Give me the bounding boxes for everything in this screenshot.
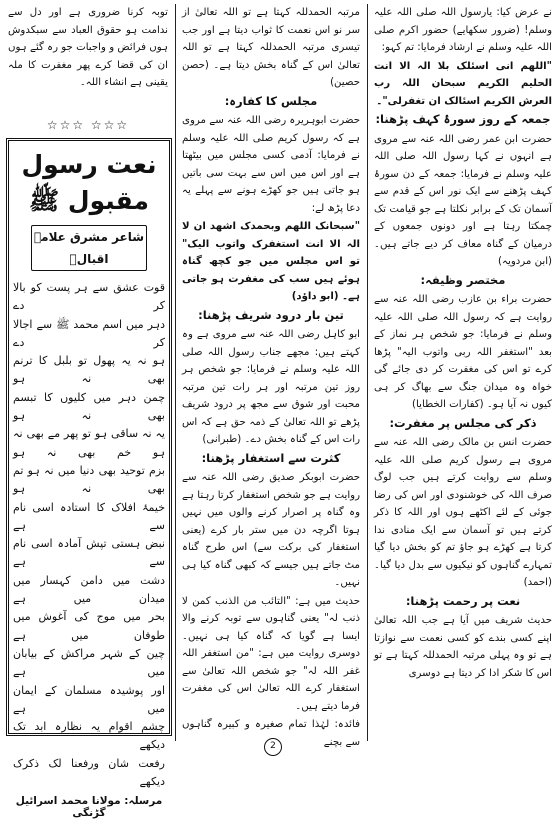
- verse-line: رفعت شان ورفعنا لک ذکرک دیکھے: [13, 756, 165, 789]
- verse-line: ہو نہ یہ پھول تو بلبل کا ترنم بھی نہ ہو: [13, 354, 165, 386]
- sender-credit: مرسلہ: مولانا محمد اسرائیل گڑنگی: [15, 795, 163, 819]
- paragraph: حضرت ابوبکر صدیق رضی اللہ عنہ سے روایت ہے جو شخص استغفار کرتا رہتا ہے وہ گناہ پر اصرار کرنے والوں میں نہیں ہوتا اگرچہ دن میں ستر بار کرے (یعنی استغفار کی برکت سے) اس طرح گناہ مٹ جاتے ہیں جیسے کہ کبھی گناہ کیا ہی نہیں۔: [182, 472, 360, 588]
- verse-list: [13, 279, 165, 791]
- section-heading: مختصر وظیفہ:: [420, 272, 506, 287]
- verse-line: اور پوشیدہ مسلمان کے ایمان میں ہے: [13, 683, 165, 715]
- verse-line: بزم توحید بھی دنیا میں نہ ہو تم بھی نہ ہو: [13, 463, 165, 496]
- verse-line: بحر میں موج کی آغوش میں طوفان میں ہے: [13, 610, 165, 642]
- verse-line: نبض ہستی تپش آمادہ اسی نام سے ہے: [13, 537, 165, 569]
- arabic-dua: "سبحانک اللھم وبحمدک اشھد ان لا الہ الا انت استغفرک واتوب الیک" تو اس مجلس میں جو کچھ گناہ ہوئے ہیں سب کی مغفرت ہو جاتی ہے۔ (ابو داؤد): [182, 221, 360, 302]
- paragraph: حضرت براء بن عازب رضی اللہ عنہ سے روایت ہے کہ رسول اللہ صلی اللہ علیہ وسلم نے فرمایا: جو شخص ہر نماز کے بعد "استغفر اللہ ربی واتوب الیہ" پڑھا کرے تو اس کی مغفرت کر دی جائے گی خواہ وہ میدان جنگ سے بھاگ کر ہی کیوں نہ آیا ہو۔ (کفارات الخطایا): [374, 294, 552, 410]
- verse-line: دہر میں اسم محمد ﷺ سے اجالا کر دے: [13, 317, 165, 349]
- section-heading: کثرت سے استغفار پڑھنا:: [201, 450, 341, 465]
- section-heading: مجلس کا کفارہ:: [224, 93, 318, 108]
- paragraph: ابو کاہل رضی اللہ عنہ سے مروی ہے وہ کہتے ہیں: مجھے جناب رسول اللہ صلی اللہ علیہ وسلم نے فرمایا: جو شخص ہر روز تین مرتبہ اور ہر رات تین مرتبہ محبت اور شوق سے مجھ پر درود شریف پڑھے تو اللہ تعالیٰ کے ذمہ حق ہے کہ اس رات اس کے گناہ بخش دے۔ (طبرانی): [182, 329, 360, 445]
- verse-line: قوت عشق سے ہر پست کو بالا کر دے: [13, 281, 165, 313]
- column-middle: [182, 4, 360, 748]
- column-divider: [367, 4, 368, 741]
- column-left-top: [8, 4, 168, 114]
- section-heading: ذکر کی مجلس پر مغفرت:: [389, 415, 537, 430]
- paragraph: حضرت انس بن مالک رضی اللہ عنہ سے مروی ہے رسول کریم صلی اللہ علیہ وسلم سے روایت کرتے ہیں جب لوگ صرف اللہ کی خوشنودی اور اس کی رضا جوئی کے لئے اکٹھے ہوں اور اللہ کا ذکر کرتے ہیں تو آسمان سے ایک منادی ندا کرتا ہے کھڑے ہو جاؤ تم کو بخش دیا گیا تمہارے گناہوں کو نیکیوں سے بدل دیا گیا۔ (احمد): [374, 437, 552, 588]
- section-heading: نعت پر رحمت پڑھنا:: [405, 593, 521, 608]
- verse-line: یہ نہ ساقی ہو تو پھر مے بھی نہ ہو خم بھی نہ ہو: [13, 427, 165, 459]
- column-right: [374, 4, 552, 742]
- page-number: 2: [264, 738, 282, 756]
- paragraph: مرتبہ الحمدللہ کہتا ہے تو اللہ تعالیٰ از سر نو اس نعمت کا ثواب دیتا ہے اور جب تیسری مرتبہ الحمدللہ کہتا ہے تو اللہ تعالیٰ اس کے گناہ بخش دیتا ہے۔ (حصن حصین): [182, 7, 360, 88]
- verse-line: چین کے شہر مراکش کے بیابان میں ہے: [13, 646, 165, 679]
- poet-label: شاعر مشرق علامہ اقبالؒ: [31, 225, 147, 271]
- section-heading: تین بار درود شریف پڑھنا:: [198, 307, 344, 322]
- verse-line: چشم اقوام یہ نظارہ ابد تک دیکھے: [13, 720, 165, 752]
- arabic-dua: "اللھم انی اسئلک بلا الہ الا انت الحلیم الکریم سبحان اللہ رب العرش الکریم اسئالک ان تغفرلی"۔: [374, 60, 552, 107]
- verse-line: چمن دہر میں کلیوں کا تبسم بھی نہ ہو: [13, 390, 165, 423]
- naat-title: نعت رسول مقبول ﷺ: [21, 150, 157, 215]
- paragraph: نے عرض کیا: یارسول اللہ صلی اللہ علیہ وسلم! (ضرور سکھایے) حضور اکرم صلی اللہ علیہ وسلم نے ارشاد فرمایا: تم کہو:: [374, 7, 552, 53]
- star-divider: ☆☆☆ ☆☆☆: [46, 118, 130, 132]
- verse-line: دشت میں دامن کہسار میں میدان میں ہے: [13, 573, 165, 606]
- column-divider: [175, 4, 176, 741]
- paragraph: حضرت ابوہریرہ رضی اللہ عنہ سے مروی ہے کہ رسول کریم صلی اللہ علیہ وسلم نے فرمایا: آدمی کسی مجلس میں بیٹھتا ہے اور اس میں اس سے بہت سی باتیں ہو جاتی ہیں جو کھڑے ہونے سے پہلے یہ دعا پڑھ لے:: [182, 115, 360, 214]
- section-heading: جمعہ کے روز سورۂ کہف پڑھنا:: [375, 112, 551, 126]
- paragraph: فائدہ: لہٰذا تمام صغیرہ و کبیرہ گناہوں سے بچنے: [182, 719, 360, 748]
- verse-line: خیمۂ افلاک کا استادہ اسی نام سے ہے: [13, 500, 165, 532]
- paragraph: حدیث شریف میں آیا ہے جب اللہ تعالیٰ اپنے کسی بندے کو کسی نعمت سے نوازتا ہے تو وہ پہلی مرتبہ الحمدللہ کہتا ہے تو اس کا شکر ادا کر دیتا ہے دوسری: [374, 615, 552, 679]
- paragraph: حضرت ابن عمر رضی اللہ عنہ سے مروی ہے انہوں نے کہا رسول اللہ صلی اللہ علیہ وسلم نے فرمایا: جمعہ کے دن سورۂ کہف پڑھنے سے ایک نور اس کے قدم سے آسمان تک کے برابر نکلتا ہے جو قیامت تک چمکتا رہتا ہے اور دونوں جمعوں کے درمیان کے گناہ معاف کر دیے جاتے ہیں۔ (ابن مردویہ): [374, 133, 552, 267]
- naat-box: [6, 138, 172, 819]
- paragraph: حدیث میں ہے: "التائب من الذنب کمن لا ذنب لہ" یعنی گناہوں سے توبہ کرنے والا ایسا ہے گویا کہ گناہ کیا ہی نہیں۔ دوسری روایت میں ہے: "من استغفر اللہ غفر اللہ لہ" جو شخص اللہ تعالیٰ سے استغفار کرے اللہ تعالیٰ اس کی مغفرت فرما دیتے ہیں۔: [182, 595, 360, 712]
- paragraph: توبہ کرنا ضروری ہے اور دل سے ندامت ہو حقوق العباد سے سبکدوش ہوں فرائض و واجبات جو رہ گئے ہوں ان کی قضا کرے پھر مغفرت کا ملہ یقینی ہے انشاء اللہ۔: [8, 7, 168, 88]
